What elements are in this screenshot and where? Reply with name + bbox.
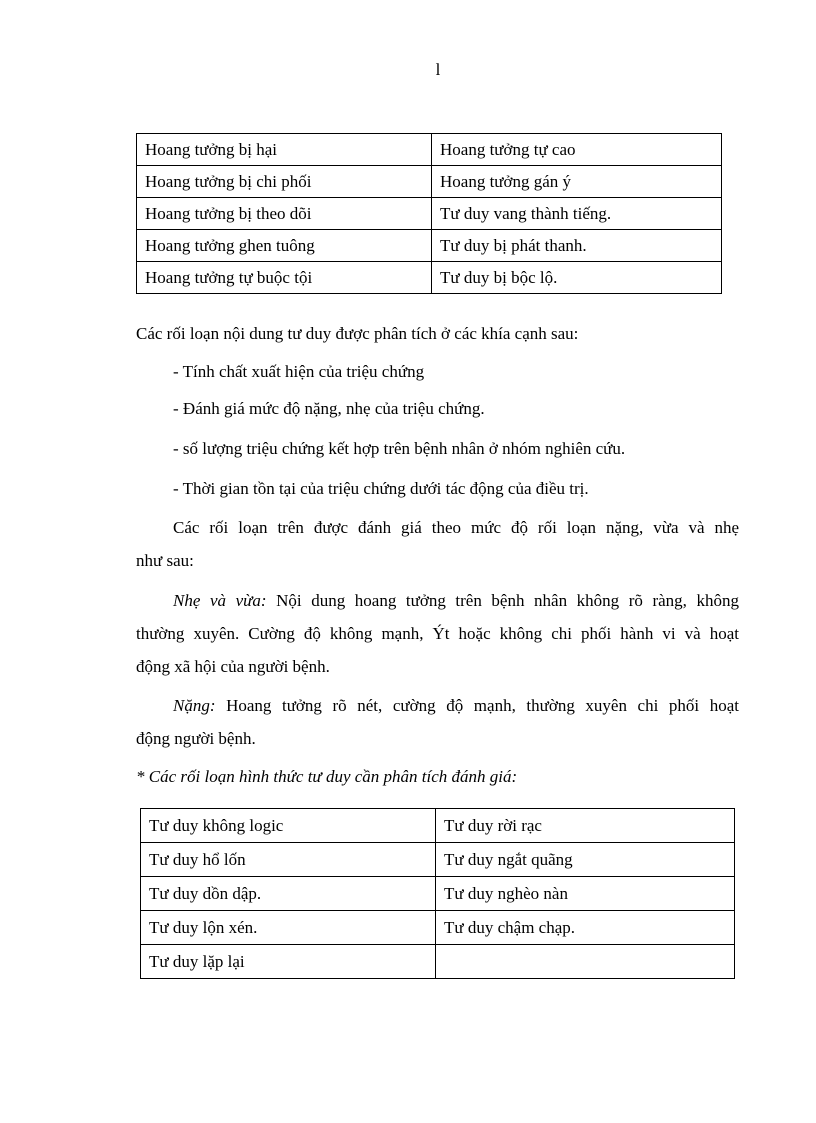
table-row bbox=[141, 945, 735, 979]
table-cell: Tư duy ngắt quãng bbox=[436, 843, 735, 877]
levels-paragraph-line: Các rối loạn trên được đánh giá theo mức độ rối loạn nặng, vừa và nhẹ bbox=[173, 518, 739, 537]
table-cell: Hoang tưởng gán ý bbox=[432, 166, 722, 198]
table-cell: Tư duy hổ lốn bbox=[141, 843, 436, 877]
table-cell: Hoang tưởng ghen tuông bbox=[137, 230, 432, 262]
bullet-item: - số lượng triệu chứng kết hợp trên bệnh nhân ở nhóm nghiên cứu. bbox=[173, 439, 626, 458]
table-cell: Hoang tưởng tự buộc tội bbox=[137, 262, 432, 294]
table-cell: Tư duy không logic bbox=[141, 809, 436, 843]
table-cell: Tư duy nghèo nàn bbox=[436, 877, 735, 911]
table-cell: Tư duy vang thành tiếng. bbox=[432, 198, 722, 230]
thought-form-table bbox=[140, 808, 735, 979]
table-cell: Tư duy dồn dập. bbox=[141, 877, 436, 911]
severe-paragraph-line: động người bệnh. bbox=[136, 729, 256, 748]
bullet-item: - Tính chất xuất hiện của triệu chứng bbox=[173, 362, 425, 381]
table-row bbox=[141, 843, 735, 877]
mild-text: Nội dung hoang tưởng trên bệnh nhân không rõ ràng, không bbox=[266, 591, 739, 610]
form-disorder-heading: * Các rối loạn hình thức tư duy cần phân tích đánh giá: bbox=[136, 767, 518, 786]
table-row bbox=[137, 230, 722, 262]
severe-paragraph-line bbox=[173, 696, 739, 716]
mild-label: Nhẹ và vừa: bbox=[173, 591, 267, 610]
mild-paragraph-line: thường xuyên. Cường độ không mạnh, Ýt hoặc không chi phối hành vi và hoạt bbox=[136, 624, 739, 643]
table-row bbox=[137, 198, 722, 230]
table-row bbox=[137, 262, 722, 294]
table-row bbox=[137, 166, 722, 198]
table-cell: Tư duy lặp lại bbox=[141, 945, 436, 979]
table-cell: Tư duy lộn xén. bbox=[141, 911, 436, 945]
delusion-table bbox=[136, 133, 722, 294]
table-cell: Tư duy bị bộc lộ. bbox=[432, 262, 722, 294]
mild-paragraph-line bbox=[173, 591, 739, 611]
severe-label: Nặng: bbox=[173, 696, 216, 715]
table-row bbox=[141, 809, 735, 843]
severe-text: Hoang tưởng rõ nét, cường độ mạnh, thường xuyên chi phối hoạt bbox=[215, 696, 739, 715]
bullet-item: - Đánh giá mức độ nặng, nhẹ của triệu chứng. bbox=[173, 399, 485, 418]
page-number: l bbox=[435, 60, 441, 79]
levels-paragraph-line: như sau: bbox=[136, 551, 194, 570]
mild-paragraph-line: động xã hội của người bệnh. bbox=[136, 657, 330, 676]
table-row bbox=[141, 911, 735, 945]
table-cell: Hoang tưởng bị chi phối bbox=[137, 166, 432, 198]
table-cell bbox=[436, 945, 735, 979]
table-cell: Tư duy chậm chạp. bbox=[436, 911, 735, 945]
table-row bbox=[137, 134, 722, 166]
intro-paragraph: Các rối loạn nội dung tư duy được phân tích ở các khía cạnh sau: bbox=[136, 324, 579, 343]
table-cell: Hoang tưởng bị hại bbox=[137, 134, 432, 166]
table-cell: Tư duy bị phát thanh. bbox=[432, 230, 722, 262]
table-row bbox=[141, 877, 735, 911]
table-cell: Hoang tưởng bị theo dõi bbox=[137, 198, 432, 230]
bullet-item: - Thời gian tồn tại của triệu chứng dưới tác động của điều trị. bbox=[173, 479, 589, 498]
table-cell: Tư duy rời rạc bbox=[436, 809, 735, 843]
table-cell: Hoang tưởng tự cao bbox=[432, 134, 722, 166]
